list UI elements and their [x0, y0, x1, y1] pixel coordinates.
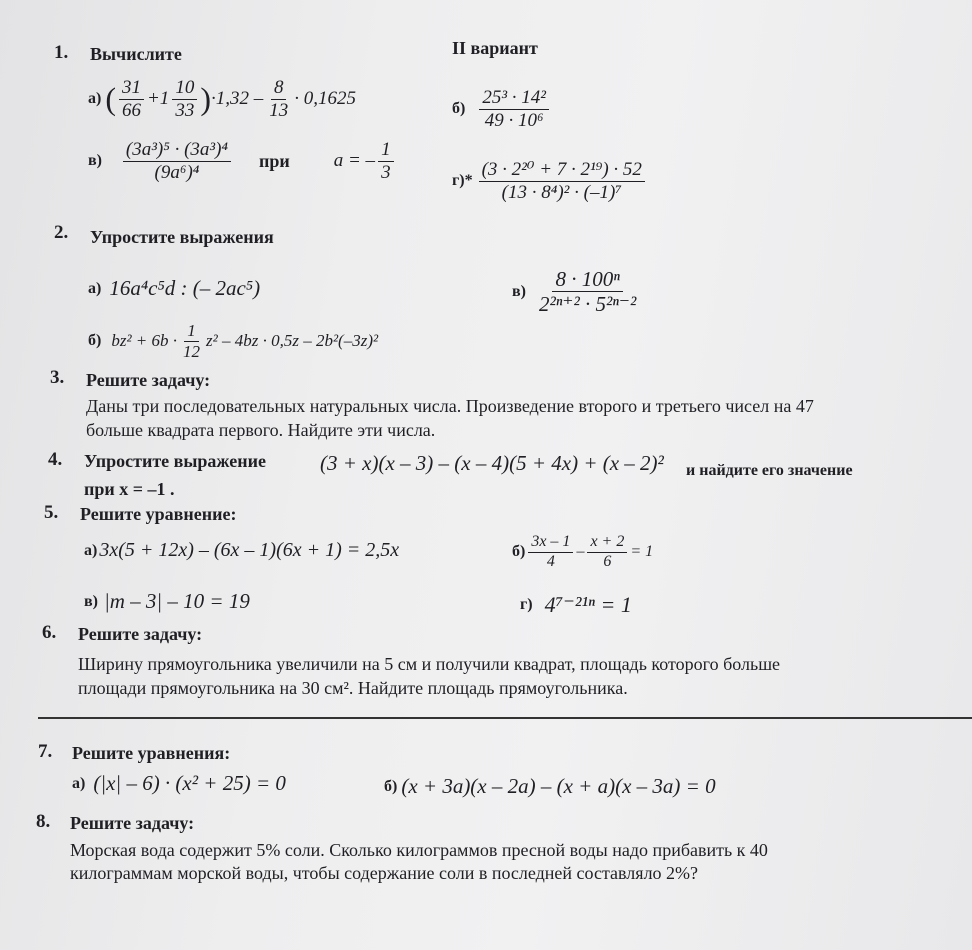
- task-2b-fden: 12: [183, 341, 201, 361]
- task-1a-f3-num: 8: [271, 78, 287, 100]
- task-5b-minus: –: [576, 543, 585, 561]
- task-1v-aeq: a = –: [333, 150, 376, 172]
- task-1a-end: · 0,1625: [294, 87, 356, 109]
- task-1b: [452, 88, 552, 131]
- task-3-title: Решите задачу:: [86, 370, 211, 390]
- task-2v-label: в): [512, 282, 526, 300]
- task-2-number: 2.: [54, 222, 69, 243]
- task-7b-expr: (x + 3a)(x – 2a) – (x + a)(x – 3a) = 0: [401, 774, 716, 798]
- task-1a-f3-den: 13: [269, 99, 289, 121]
- task-7a-label: а): [72, 774, 86, 792]
- task-1g-label: г)*: [452, 172, 473, 190]
- task-5-number: 5.: [44, 502, 59, 523]
- task-1v-den: (9a⁶)⁴: [154, 161, 200, 183]
- task-4-line-2: при x = –1 .: [84, 479, 175, 499]
- task-1g: [452, 160, 648, 203]
- task-2b-post: z² – 4bz · 0,5z – 2b²(–3z)²: [206, 331, 379, 351]
- task-2b-pre: bz² + 6b ·: [111, 331, 178, 351]
- task-7a-expr: (|x| – 6) · (x² + 25) = 0: [93, 771, 286, 795]
- task-1-number: 1.: [54, 42, 69, 63]
- task-2v-num: 8 · 100ⁿ: [552, 268, 622, 292]
- task-3-line-2: больше квадрата первого. Найдите эти числа.: [86, 420, 436, 440]
- task-1v-label: в): [88, 152, 102, 170]
- task-7b: [384, 774, 716, 799]
- section-divider: [38, 717, 972, 719]
- task-5v: [84, 589, 250, 614]
- task-1a-f1-den: 66: [121, 99, 141, 121]
- task-6-title: Решите задачу:: [78, 624, 203, 644]
- task-1a-f2-num: 10: [172, 78, 197, 100]
- task-8-number: 8.: [36, 811, 51, 832]
- task-7-number: 7.: [38, 741, 53, 762]
- task-1v-fden: 3: [381, 161, 391, 183]
- task-5a-expr: 3x(5 + 12x) – (6x – 1)(6x + 1) = 2,5x: [99, 539, 400, 561]
- task-5v-label: в): [84, 592, 98, 610]
- task-4-number: 4.: [48, 449, 63, 470]
- task-1b-label: б): [452, 100, 466, 118]
- task-7-title: Решите уравнения:: [72, 743, 231, 763]
- task-5b-eq: = 1: [630, 543, 654, 561]
- task-2b-label: б): [88, 332, 102, 350]
- task-5a: [84, 539, 399, 562]
- task-1g-den: (13 · 8⁴)² · (–1)⁷: [501, 181, 622, 203]
- task-2a-expr: 16a⁴c⁵d : (– 2ac⁵): [109, 276, 261, 300]
- task-4-tail: и найдите его значение: [686, 462, 853, 479]
- task-4-expr: (3 + x)(x – 3) – (x – 4)(5 + 4x) + (x – 2)²: [320, 451, 664, 475]
- task-1g-num: (3 · 2²⁰ + 7 · 2¹⁹) · 52: [479, 160, 645, 182]
- task-2-title: Упростите выражения: [90, 227, 274, 247]
- task-3-line-1: Даны три последовательных натуральных числа. Произведение второго и третьего чисел на 47: [86, 396, 814, 416]
- task-1a-f1-num: 31: [119, 78, 144, 100]
- task-8-line-2: килограммам морской воды, чтобы содержание соли в последней составляло 2%?: [70, 863, 699, 883]
- task-1a-mid: ·1,32 –: [210, 87, 264, 109]
- task-1v-num: (3a³)⁵ · (3a³)⁴: [123, 140, 231, 162]
- task-1v: [88, 140, 397, 183]
- task-5v-expr: |m – 3| – 10 = 19: [103, 589, 250, 613]
- task-1a-plus: +1: [146, 87, 170, 109]
- task-1b-den: 49 · 10⁶: [484, 109, 544, 131]
- task-6-line-1: Ширину прямоугольника увеличили на 5 см и получили квадрат, площадь которого больше: [78, 654, 781, 674]
- task-2v: [512, 268, 642, 315]
- task-8-line-1: Морская вода содержит 5% соли. Сколько килограммов пресной воды надо прибавить к 40: [70, 840, 768, 860]
- task-5a-label: а): [84, 541, 98, 559]
- task-5b-f2-num: x + 2: [587, 534, 627, 553]
- task-2a: [88, 276, 260, 301]
- task-5g-label: г): [520, 596, 533, 613]
- task-7a: [72, 771, 286, 796]
- task-2v-den: 2²ⁿ⁺² · 5²ⁿ⁻²: [538, 292, 637, 317]
- task-5b: [512, 534, 653, 571]
- task-2b-fnum: 1: [184, 322, 199, 342]
- task-5-title: Решите уравнение:: [80, 504, 237, 524]
- task-2a-label: а): [88, 279, 102, 297]
- task-1b-num: 25³ · 14²: [479, 88, 549, 110]
- task-5g-expr: 4⁷⁻²¹ⁿ = 1: [544, 592, 632, 617]
- task-5b-label: б): [512, 543, 526, 561]
- task-5b-f1-num: 3x – 1: [528, 534, 573, 553]
- task-6-line-2: площади прямоугольника на 30 см². Найдите площадь прямоугольника.: [78, 678, 628, 698]
- variant-title: II вариант: [452, 38, 538, 58]
- task-1a-f2-den: 33: [175, 99, 195, 121]
- task-4-title: Упростите выражение: [84, 451, 266, 471]
- task-5b-f1-den: 4: [546, 552, 555, 570]
- task-1v-fnum: 1: [378, 140, 394, 162]
- task-2b: [88, 322, 378, 361]
- task-1-title: Вычислите: [90, 44, 182, 64]
- task-1a-label: а): [88, 90, 102, 108]
- task-1v-pri: при: [258, 150, 290, 171]
- task-7b-label: б): [384, 777, 398, 795]
- task-8-title: Решите задачу:: [70, 813, 195, 833]
- task-3-number: 3.: [50, 367, 65, 388]
- task-6-number: 6.: [42, 622, 57, 643]
- task-5g: [520, 592, 632, 618]
- task-1a: а) ( $\frac{31}{66}$ +1 $\frac{10}{33}$ )·1,32 – $\frac{8}{13}$ · 0,1625: [88, 77, 356, 121]
- task-5b-f2-den: 6: [603, 552, 612, 570]
